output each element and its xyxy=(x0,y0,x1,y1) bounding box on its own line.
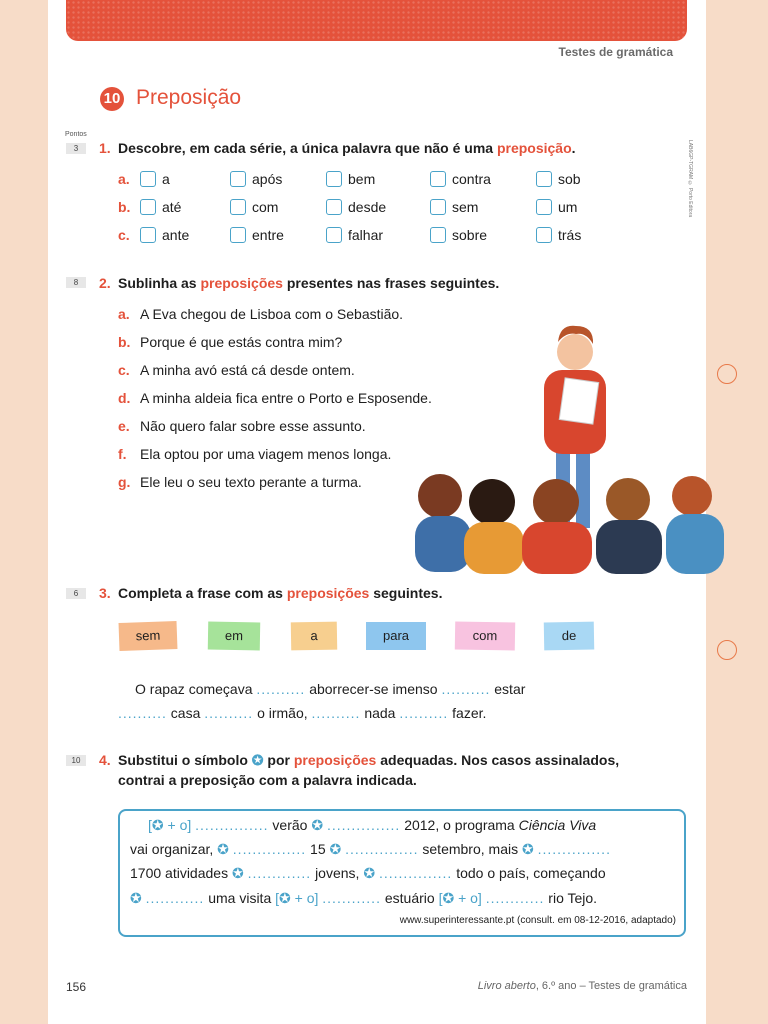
q1-option-text: ante xyxy=(162,227,190,243)
q4-instruction-line2: contrai a preposição com a palavra indicada. xyxy=(118,772,417,788)
unit-title: Preposição xyxy=(136,86,242,109)
side-copyright: LAB6GP-TGRAM © Porto Editora xyxy=(687,140,693,218)
section-title: Testes de gramática xyxy=(558,45,673,59)
q2-sentence-letter: d. xyxy=(118,390,131,406)
q1-option[interactable] xyxy=(230,199,278,215)
q2-sentence-text: A minha avó está cá desde ontem. xyxy=(140,362,355,378)
q1-option-text: contra xyxy=(452,171,491,187)
child1-body xyxy=(415,516,471,572)
q1-option[interactable] xyxy=(140,171,170,187)
q1-points: 3 xyxy=(66,143,86,154)
checkbox[interactable] xyxy=(536,227,552,243)
q4-line-4: ✪ ............ uma visita [✪ + o] ............ estuário [✪ + o] ............ rio Tejo. xyxy=(130,890,598,906)
q1-row-label: b. xyxy=(118,199,131,215)
boy-paper xyxy=(559,378,599,424)
q1-option-text: sem xyxy=(452,199,479,215)
child5-body xyxy=(666,514,724,574)
q4-line-3: 1700 atividades ✪ ............. jovens, ✪ ............... todo o país, começando xyxy=(130,865,606,881)
q2-sentence xyxy=(118,446,391,462)
q1-option[interactable] xyxy=(536,199,577,215)
q2-sentence-text: Não quero falar sobre esse assunto. xyxy=(140,418,366,434)
word-tag: a xyxy=(291,622,337,651)
checkbox[interactable] xyxy=(430,199,446,215)
q4-line-1: [✪ + o] ............... verão ✪ ............... 2012, o programa Ciência Viva xyxy=(148,817,597,833)
q4-points: 10 xyxy=(66,755,86,766)
q3-fill-line-1: O rapaz começava .......... aborrecer-se imenso .......... estar xyxy=(135,681,526,697)
q2-sentence-letter: g. xyxy=(118,474,131,490)
child5-hair xyxy=(672,476,712,516)
q1-option-text: trás xyxy=(558,227,582,243)
q3-number: 3. xyxy=(99,585,111,601)
checkbox[interactable] xyxy=(326,199,342,215)
q1-option[interactable] xyxy=(140,199,181,215)
checkbox[interactable] xyxy=(230,199,246,215)
q2-sentence xyxy=(118,334,342,350)
q2-sentence xyxy=(118,418,366,434)
q1-option-text: entre xyxy=(252,227,284,243)
child4-body xyxy=(596,520,662,574)
q2-sentence-letter: c. xyxy=(118,362,130,378)
checkbox[interactable] xyxy=(430,171,446,187)
q1-option[interactable] xyxy=(326,171,375,187)
checkbox[interactable] xyxy=(430,227,446,243)
q1-option-text: sob xyxy=(558,171,581,187)
q1-option[interactable] xyxy=(230,171,282,187)
checkbox[interactable] xyxy=(140,171,156,187)
unit-number-badge: 10 xyxy=(100,87,124,111)
q1-option[interactable] xyxy=(536,171,581,187)
child2-hair xyxy=(469,479,515,525)
q1-option[interactable] xyxy=(430,199,478,215)
q2-sentence-letter: e. xyxy=(118,418,130,434)
q2-sentence-text: A minha aldeia fica entre o Porto e Esposende. xyxy=(140,390,432,406)
q1-option[interactable] xyxy=(326,199,386,215)
q1-option[interactable] xyxy=(430,171,491,187)
q4-line-2: vai organizar, ✪ ............... 15 ✪ ............... setembro, mais ✪ ............... xyxy=(130,841,611,857)
q2-sentence-letter: b. xyxy=(118,334,131,350)
q2-sentence-letter: f. xyxy=(118,446,127,462)
checkbox[interactable] xyxy=(140,227,156,243)
boy-head xyxy=(557,334,593,370)
checkbox[interactable] xyxy=(230,171,246,187)
q1-option[interactable] xyxy=(326,227,383,243)
q4-source: www.superinteressante.pt (consult. em 08-12-2016, adaptado) xyxy=(399,915,676,926)
checkbox[interactable] xyxy=(326,227,342,243)
binder-hole-bottom xyxy=(717,640,737,660)
q1-option-text: um xyxy=(558,199,578,215)
q1-row-label: c. xyxy=(118,227,130,243)
q2-sentence xyxy=(118,474,362,490)
checkbox[interactable] xyxy=(326,171,342,187)
q2-sentence-text: Porque é que estás contra mim? xyxy=(140,334,343,350)
footer-book-title: Livro aberto, 6.º ano – Testes de gramática xyxy=(477,980,687,992)
header-band xyxy=(66,0,687,41)
q2-sentence-text: A Eva chegou de Lisboa com o Sebastião. xyxy=(140,306,404,322)
q1-option-text: falhar xyxy=(348,227,384,243)
checkbox[interactable] xyxy=(140,199,156,215)
q4-number: 4. xyxy=(99,752,111,768)
q2-points: 8 xyxy=(66,277,86,288)
q3-instruction: Completa a frase com as preposições seguintes. xyxy=(118,585,443,601)
q1-number: 1. xyxy=(99,140,111,156)
q2-sentence-letter: a. xyxy=(118,306,130,322)
points-label: Pontos xyxy=(65,131,87,138)
word-tag: com xyxy=(455,621,515,650)
word-tag: em xyxy=(208,622,260,651)
child4-hair xyxy=(606,478,650,522)
q1-option[interactable] xyxy=(140,227,189,243)
q4-instruction: Substitui o símbolo ✪ por preposições adequadas. Nos casos assinalados, xyxy=(118,752,620,768)
q1-row-label: a. xyxy=(118,171,130,187)
boy-legs-right xyxy=(576,448,590,528)
q2-number: 2. xyxy=(99,275,111,291)
page-number: 156 xyxy=(66,980,87,994)
q1-option-text: desde xyxy=(348,199,387,215)
q1-option-text: sobre xyxy=(452,227,488,243)
child3-hair xyxy=(533,479,579,525)
child1-hair xyxy=(418,474,462,518)
q3-points: 6 xyxy=(66,588,86,599)
q2-sentence-text: Ele leu o seu texto perante a turma. xyxy=(140,474,362,490)
q1-option-text: com xyxy=(252,199,279,215)
binder-hole-top xyxy=(717,364,737,384)
q1-option-text: após xyxy=(252,171,283,187)
q2-sentence xyxy=(118,306,403,322)
q1-option[interactable] xyxy=(536,227,581,243)
child2-body xyxy=(464,522,524,574)
word-tag: sem xyxy=(119,621,178,651)
q3-fill-line-2: .......... casa .......... o irmão, .......... nada .......... fazer. xyxy=(118,705,487,721)
q2-sentence xyxy=(118,390,432,406)
q2-sentence xyxy=(118,362,355,378)
q1-option-text: a xyxy=(162,171,170,187)
word-tag: para xyxy=(366,622,426,650)
q1-option-text: bem xyxy=(348,171,376,187)
q1-option[interactable] xyxy=(230,227,284,243)
q2-sentence-text: Ela optou por uma viagem menos longa. xyxy=(140,446,392,462)
child3-body xyxy=(522,522,592,574)
checkbox[interactable] xyxy=(536,199,552,215)
q1-option-text: até xyxy=(162,199,182,215)
q1-instruction: Descobre, em cada série, a única palavra que não é uma preposição. xyxy=(118,140,576,156)
q1-option[interactable] xyxy=(430,227,487,243)
checkbox[interactable] xyxy=(230,227,246,243)
checkbox[interactable] xyxy=(536,171,552,187)
word-tag: de xyxy=(544,622,594,651)
q2-instruction: Sublinha as preposições presentes nas frases seguintes. xyxy=(118,275,500,291)
illustration-boy-reading-to-class xyxy=(410,318,730,576)
